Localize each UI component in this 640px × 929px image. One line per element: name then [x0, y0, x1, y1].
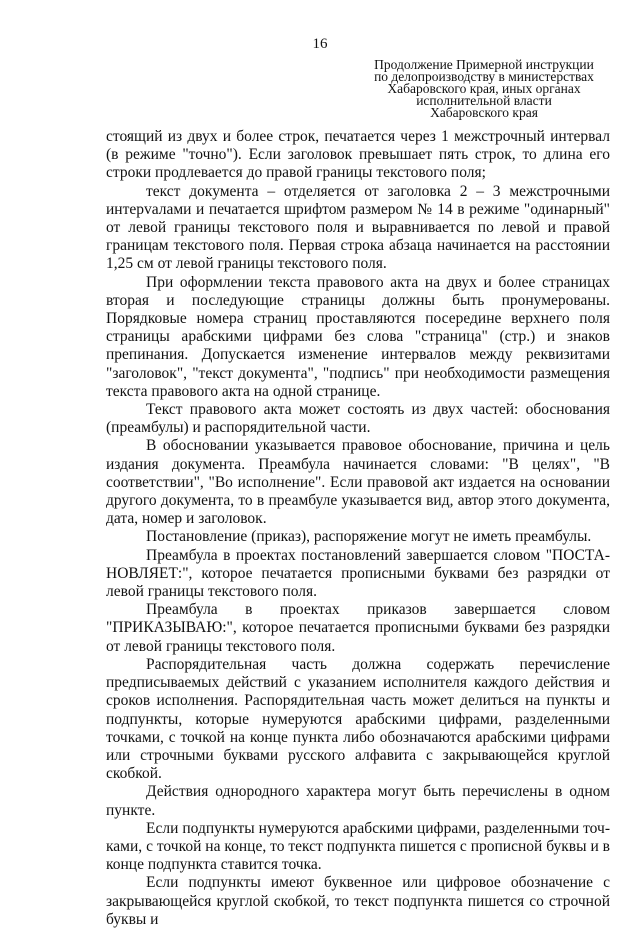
paragraph: стоящий из двух и более строк, печатается через 1 межстрочный интервал (в режиме "точно"). Если заголовок превышает пять строк, то длина его строки продлевается до правой границы текстового поля; [106, 128, 610, 182]
paragraph: Действия однородного характера могут быть перечислены в одном пункте. [106, 783, 610, 819]
paragraph: В обосновании указывается правовое обоснование, причина и цель издания документа. Преамбула начинается словами: "В целях", "В соответствии", "Во исполнение". Если правовой акт издается на основании другого документа, то в преамбуле указывается вид, автор этого документа, дата, номер и заголовок. [106, 437, 610, 528]
paragraph: Если подпункты нумеруются арабскими цифрами, разделенными точками, с точкой на конце, то текст подпункта пишется с прописной буквы и в конце подпункта ставится точка. [106, 819, 610, 874]
paragraph: Преамбула в проектах постановлений завершается словом "ПОСТАНОВЛЯЕТ:", которое печатается прописными буквами без разрядки от левой границы текстового поля. [106, 546, 610, 601]
running-header-line: по делопроизводству в министерствах [374, 69, 594, 84]
paragraph: Преамбула в проектах приказов завершается словом "ПРИКАЗЫВАЮ:", которое печатается прописными буквами без разрядки от левой границы текстового поля. [106, 601, 610, 655]
running-header [364, 59, 604, 119]
running-header-line: Хабаровского края, иных органах [387, 81, 581, 96]
paragraph: Постановление (приказ), распоряжение могут не иметь преамбулы. [146, 528, 592, 546]
document-body [106, 128, 610, 929]
running-header-line: Продолжение Примерной инструкции [374, 57, 594, 72]
paragraph: текст документа – отделяется от заголовка 2 – 3 межстрочными интерvалами и печатается шрифтом размером № 14 в режиме "одинарный" от левой границы текстового поля и выравнивается по левой и правой границам текстового поля. Первая строка абзаца начинается на расстоянии 1,25 см от левой границы текстового поля. [106, 182, 610, 273]
page-number: 16 [312, 36, 328, 52]
paragraph: Текст правового акта может состоять из двух частей: обоснования (преамбулы) и распорядительной части. [106, 401, 610, 437]
running-header-line: исполнительной власти [416, 93, 552, 108]
paragraph: Распорядительная часть должна содержать перечисление предписываемых действий с указанием исполнителя каждого действия и сроков исполнения. Распорядительная часть может делиться на пункты и подпункты, которые нумеруются арабскими цифрами, разделенными точками, с точкой на конце пункта либо обозначаются арабскими цифрами или строчными буквами русского алфавита с закрывающейся круглой скобкой. [106, 655, 610, 783]
running-header-line: Хабаровского края [430, 105, 538, 120]
paragraph: Если подпункты имеют буквенное или цифровое обозначение с закрывающейся круглой скобкой, то текст подпункта пишется со строчной буквы и [106, 874, 610, 928]
paragraph: При оформлении текста правового акта на двух и более страницах вторая и последующие страницы должны быть пронумерованы. Порядковые номера страниц проставляются посередине верхнего поля страницы арабскими цифрами без слова "страница" (стр.) и знаков препинания. Допускается изменение интервалов между реквизитами "заголовок", "текст документа", "подпись" при необходимости размещения текста правового акта на одной странице. [106, 273, 610, 400]
